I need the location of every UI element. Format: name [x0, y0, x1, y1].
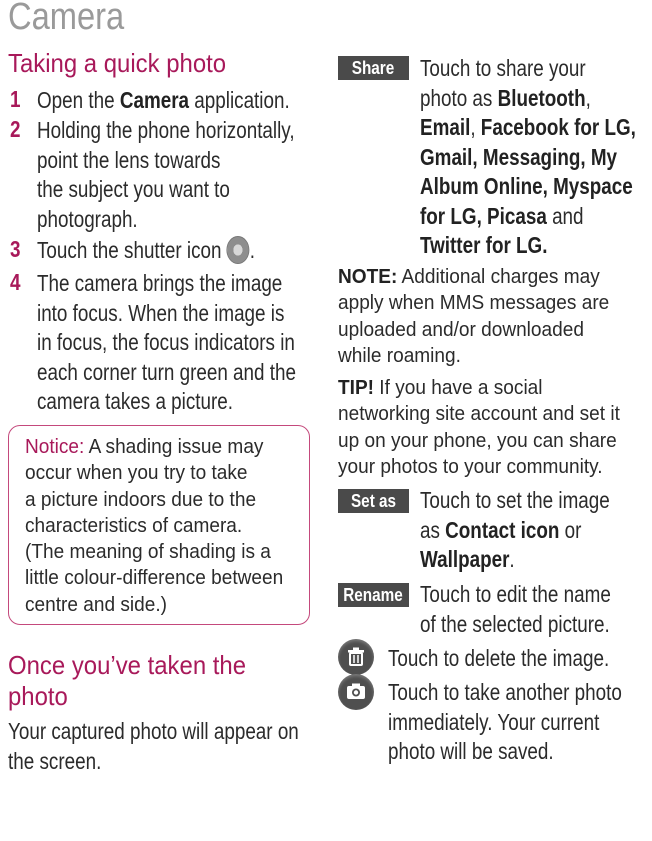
rename-description: Touch to edit the name of the selected picture.: [420, 581, 611, 637]
section-body-after-photo: Your captured photo will appear on the screen.: [8, 718, 299, 774]
step-number: 3: [10, 236, 21, 262]
step-text: The camera brings the image into focus. When the image is in focus, the focus indicators in each corner turn green and the camera takes a picture.: [37, 270, 296, 414]
notice-box: [8, 425, 310, 625]
tip-label: TIP!: [338, 376, 375, 399]
set-as-button[interactable]: Set as: [338, 489, 409, 513]
step-text: Holding the phone horizontally, point the lens towards the subject you want to photograph.: [37, 117, 295, 232]
rename-button[interactable]: Rename: [338, 583, 409, 607]
delete-description: Touch to delete the image.: [388, 645, 610, 671]
camera-description: Touch to take another photo immediately. Your current photo will be saved.: [388, 679, 622, 764]
notice-text: Notice: A shading issue may occur when you try to take a picture indoors due to the characteristics of camera. (The meaning of shading is a little colour-difference between centre and side.): [25, 435, 284, 616]
step-number: 4: [10, 269, 21, 295]
tip-text: TIP! If you have a social networking site account and set it up on your phone, you can share your photos to your community.: [338, 376, 620, 478]
section-title-after-photo-line1: Once you’ve taken the: [8, 650, 247, 680]
page-header: Camera: [8, 0, 125, 38]
section-title-after-photo-line2: photo: [8, 681, 68, 711]
camera-glyph: [338, 674, 374, 710]
notice-label: Notice:: [25, 435, 85, 458]
share-button[interactable]: Share: [338, 56, 409, 80]
step-number: 2: [10, 116, 21, 142]
trash-icon[interactable]: [338, 639, 374, 675]
note-label: NOTE:: [338, 265, 398, 288]
share-description: Touch to share your photo as Bluetooth, Email, Facebook for LG, Gmail, Messaging, My Album Online, Myspace for LG, Picasa and Twitter for LG.: [420, 55, 636, 258]
section-title-quick-photo: Taking a quick photo: [8, 48, 227, 78]
shutter-icon: [227, 236, 250, 264]
step-number: 1: [10, 86, 21, 112]
note-text: NOTE: Additional charges may apply when MMS messages are uploaded and/or downloaded while roaming.: [338, 265, 610, 367]
trash-glyph: [338, 639, 374, 675]
step-text: Open the Camera application.: [37, 87, 290, 113]
camera-app-name: Camera: [119, 87, 190, 113]
camera-icon[interactable]: [338, 674, 374, 710]
set-as-description: Touch to set the image as Contact icon or Wallpaper.: [420, 487, 610, 572]
step-text: Touch the shutter icon .: [37, 237, 255, 263]
